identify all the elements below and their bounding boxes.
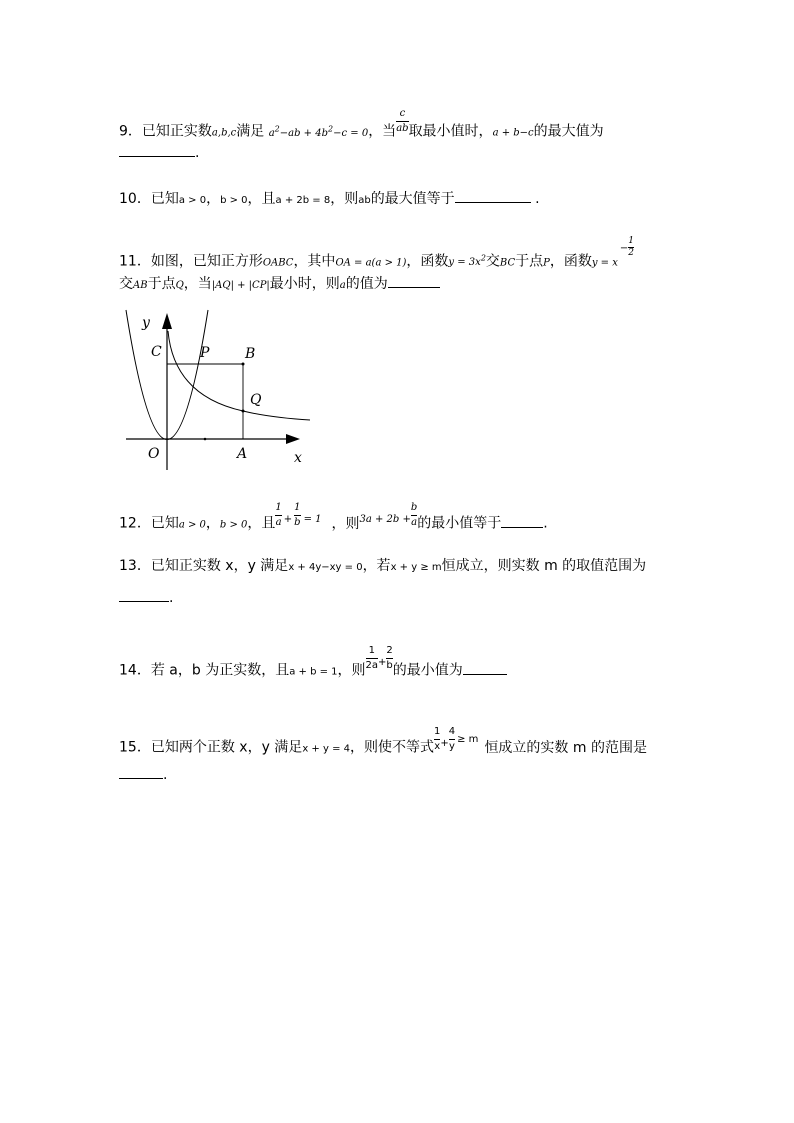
denominator: b [386, 660, 393, 671]
text: . [195, 145, 200, 161]
text: ，则 [331, 515, 360, 532]
math: b > 0 [219, 519, 248, 531]
math: b > 0 [220, 195, 248, 206]
fraction [366, 645, 379, 672]
numerator: 1 [433, 726, 441, 737]
fraction [294, 502, 300, 529]
numerator: 1 [628, 235, 634, 246]
denominator: 2 [628, 247, 634, 258]
text: 恒成立，则实数 m 的取值范围为 [441, 558, 647, 574]
denominator: 2a [365, 660, 379, 671]
math: a [339, 280, 346, 291]
math: + [378, 656, 387, 668]
math: 3a + 2b + [359, 513, 411, 525]
text: ，且 [247, 191, 276, 207]
numerator: 1 [368, 645, 375, 656]
label-y: y [142, 315, 150, 331]
text: ，若 [362, 558, 391, 574]
math-part: a [268, 127, 275, 139]
y-axis-arrow [162, 313, 172, 329]
math: = 1 [303, 513, 322, 525]
math: a + b−c [492, 127, 534, 139]
question-15-blank-line [119, 766, 167, 784]
text: ，其中 [293, 253, 336, 270]
text: 于点 [147, 276, 176, 292]
text: 于点 [515, 253, 544, 270]
label-p: P [200, 345, 210, 361]
text: ，则使不等式 [349, 739, 434, 756]
text: 的最小值为 [392, 662, 463, 679]
text: 的最小值等于 [417, 515, 502, 532]
fraction [396, 108, 408, 135]
exponent-sign: − [619, 243, 629, 255]
text: 已知 [150, 191, 179, 207]
math: + [440, 737, 449, 749]
question-number: 11． [119, 253, 151, 270]
text: ，且 [247, 515, 276, 532]
text: . [169, 590, 174, 606]
math: y = x [591, 257, 618, 269]
label-b: B [245, 346, 256, 362]
text: 的值为 [345, 276, 388, 292]
label-x: x [294, 450, 302, 466]
point-b [242, 363, 245, 366]
fraction [449, 726, 455, 753]
text: 已知正实数 [141, 123, 212, 140]
text: ，函数 [406, 253, 449, 270]
text: 已知两个正数 x，y 满足 [150, 739, 303, 756]
text: . [163, 767, 168, 783]
denominator: a [275, 517, 282, 528]
math: a,b,c [211, 127, 237, 139]
text: 的最大值为 [533, 123, 604, 140]
question-number: 12． [119, 515, 151, 532]
exponent-fraction [628, 237, 634, 258]
math: AB [133, 280, 148, 291]
text: 恒成立的实数 m 的范围是 [484, 739, 647, 756]
math-part: −c = 0 [333, 127, 369, 139]
tick-mark [204, 438, 207, 441]
denominator: y [448, 741, 455, 752]
text: 交 [119, 276, 133, 292]
power-curve [168, 331, 310, 420]
numerator: 2 [386, 645, 393, 656]
question-9 [119, 108, 604, 145]
text: ， [206, 191, 221, 207]
text: . [535, 191, 540, 207]
math: BC [499, 257, 516, 269]
math: x + y ≥ m [390, 562, 442, 573]
answer-blank[interactable] [119, 766, 163, 779]
question-number: 10． [119, 191, 151, 207]
text: 已知 [150, 515, 179, 532]
denominator: b [294, 517, 301, 528]
math: Q [175, 280, 184, 291]
math: $a^2-ab + 4b^2-c = 0$ [268, 124, 369, 139]
question-11-line-2 [119, 275, 440, 295]
question-14 [119, 645, 507, 684]
fraction [275, 502, 281, 529]
math: x + 4y−xy = 0 [288, 562, 363, 573]
text: ，函数 [549, 253, 592, 270]
label-a: A [237, 446, 248, 462]
math: ab [358, 195, 371, 206]
fraction [411, 502, 417, 529]
text: 满足 [236, 123, 265, 140]
numerator: 4 [448, 726, 456, 737]
denominator: a [411, 517, 418, 528]
fraction [386, 645, 392, 672]
label-c: C [151, 344, 162, 360]
text: 最小时，则 [269, 276, 340, 292]
math: + [283, 513, 293, 525]
math: $y = 3x^2$ [448, 254, 486, 269]
label-q: Q [250, 392, 262, 408]
math: a > 0 [178, 519, 206, 531]
text: 的最大值等于 [370, 191, 455, 207]
x-axis-arrow [286, 434, 300, 444]
text: 若 a，b 为正实数，且 [150, 662, 290, 679]
math: P [543, 257, 550, 269]
question-number: 13． [119, 558, 151, 574]
question-10 [119, 190, 540, 210]
math: a > 0 [178, 195, 207, 206]
question-15 [119, 726, 647, 761]
function-graph-figure [118, 305, 318, 470]
math: OA = a(a > 1) [335, 257, 407, 269]
answer-blank[interactable] [455, 190, 531, 203]
answer-blank[interactable] [388, 275, 440, 288]
text: ，则 [330, 191, 359, 207]
question-13-blank-line [119, 589, 173, 607]
question-number: 9． [119, 123, 142, 140]
numerator: c [399, 108, 406, 119]
text: 取最小值时， [408, 123, 493, 140]
math: a + 2b = 8 [275, 195, 331, 206]
math-part: y = 3x [448, 257, 481, 269]
math: x + y = 4 [302, 743, 350, 755]
question-number: 15． [119, 739, 151, 756]
question-11 [119, 235, 634, 272]
text: ，当 [183, 276, 212, 292]
denominator: x [434, 741, 441, 752]
text: ，则 [337, 662, 366, 679]
label-o: O [148, 446, 160, 462]
denominator: ab [396, 123, 409, 134]
answer-blank[interactable] [501, 515, 543, 528]
numerator: 1 [275, 502, 282, 513]
math: |AQ| + |CP| [211, 280, 270, 291]
question-number: 14． [119, 662, 151, 679]
math: a + b = 1 [289, 666, 338, 678]
numerator: 1 [294, 502, 301, 513]
answer-blank[interactable] [119, 589, 169, 602]
question-9-blank-line [119, 144, 199, 162]
text: 已知正实数 x，y 满足 [150, 558, 289, 574]
question-12 [119, 502, 548, 537]
math: ≥ m [457, 733, 479, 745]
text: 如图，已知正方形 [150, 253, 263, 270]
text: 交 [485, 253, 500, 270]
text: ，当 [368, 123, 397, 140]
answer-blank[interactable] [119, 144, 195, 157]
text: ， [205, 515, 220, 532]
math-part: −ab + 4b [279, 127, 329, 139]
question-13 [119, 557, 646, 577]
text: . [543, 515, 548, 532]
math: OABC [262, 257, 294, 269]
answer-blank[interactable] [463, 662, 507, 675]
numerator: b [410, 502, 418, 513]
